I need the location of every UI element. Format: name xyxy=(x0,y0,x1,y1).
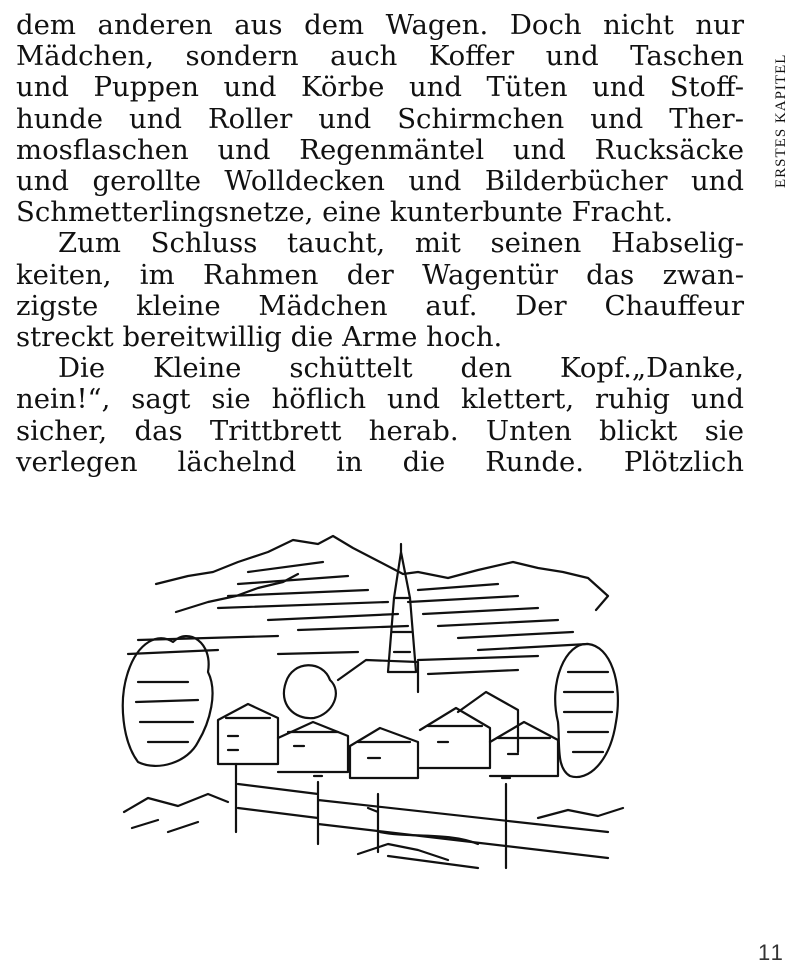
text-line: sicher, das Trittbrett herab. Unten blickt sie xyxy=(16,414,744,447)
text-line: und gerollte Wolldecken und Bilderbücher und xyxy=(16,165,744,198)
body-text xyxy=(16,10,744,478)
right-trees xyxy=(555,644,618,777)
text-line: nein!“, sagt sie höflich und klettert, ruhig und xyxy=(16,383,744,416)
text-line: Schmetterlingsnetze, eine kunterbunte Fracht. xyxy=(16,196,674,229)
page-number: 11 xyxy=(758,940,785,965)
houses xyxy=(218,704,278,764)
text-line: mosflaschen und Regenmäntel und Rucksäcke xyxy=(16,133,744,166)
text-line: und Puppen und Körbe und Tüten und Stoff- xyxy=(16,71,744,104)
running-head: ERSTES KAPITEL xyxy=(773,53,789,188)
text-line: Zum Schluss taucht, mit seinen Habselig- xyxy=(58,227,744,260)
village-illustration xyxy=(118,532,638,872)
text-line: dem anderen aus dem Wagen. Doch nicht nur xyxy=(16,9,744,41)
text-line: keiten, im Rahmen der Wagentür das zwan- xyxy=(16,258,744,291)
text-line: Die Kleine schüttelt den Kopf.„Danke, xyxy=(58,352,744,385)
text-line: streckt bereitwillig die Arme hoch. xyxy=(16,321,503,354)
text-line: Mädchen, sondern auch Koffer und Taschen xyxy=(16,40,744,73)
text-line: verlegen lächelnd in die Runde. Plötzlich xyxy=(16,445,744,478)
text-line: zigste kleine Mädchen auf. Der Chauffeur xyxy=(16,289,744,322)
text-line: hunde und Roller und Schirmchen und Ther- xyxy=(16,102,744,135)
